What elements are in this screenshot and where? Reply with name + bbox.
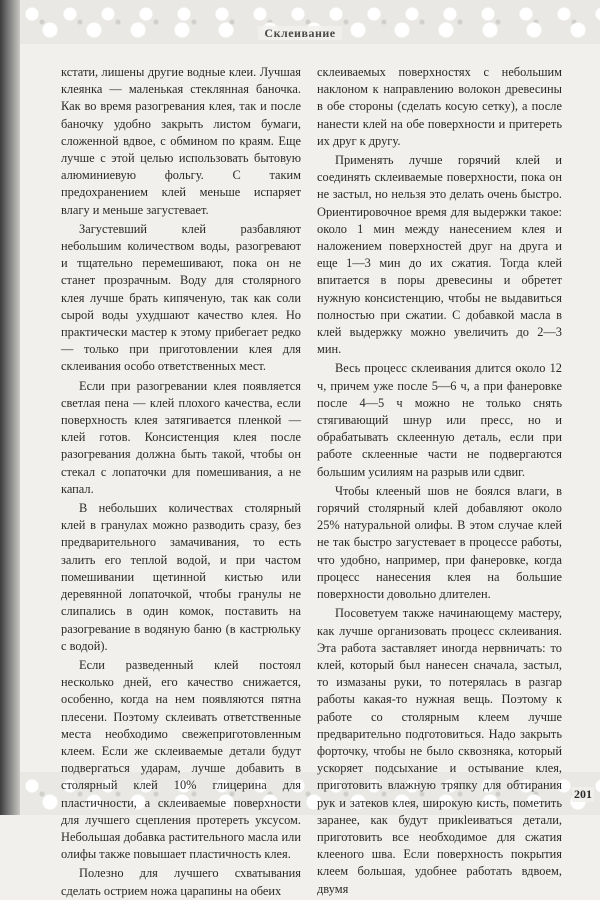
paragraph: Весь процесс склеивания длится около 12 ч, причем уже после 5—6 ч, а при фанеровке после 4—5 ч можно не только снять стягивающий шнур или пресс, но и обрабатывать склеенную деталь, если при работе склеенные части не подвергаются большим усилиям на разрыв или сдвиг. bbox=[317, 361, 562, 479]
text-column-left bbox=[61, 64, 301, 900]
paragraph: Полезно для лучшего схватывания сделать острием ножа царапины на обеих bbox=[61, 866, 301, 898]
text-column-right bbox=[317, 64, 562, 898]
paragraph: Загустевший клей разбавляют небольшим количеством воды, разогревают и тщательно перемешивают, пока он не станет прозрачным. Воду для столярного клея лучше брать кипяченую, так как соли сырой воды ухудшают качество клея. Но практически мастер к этому прибегает редко — только при приготовлении клея для склеивания особо ответственных мест. bbox=[61, 221, 301, 374]
paragraph: В небольших количествах столярный клей в гранулах можно разводить сразу, без предварительного замачивания, то есть залить его теплой водой, и при частом помешивании щетинной кистью или деревянной лопаточкой, чтобы гранулы не слипались в один комок, поставить на разогревание в водяную баню (в кастрюльку с водой). bbox=[61, 501, 301, 653]
paragraph: Посоветуем также начинающему мастеру, как лучше организовать процесс склеивания. Эта работа заставляет иногда нервничать: то клей, который был нанесен сначала, застыл, то измазаны руки, то потерялась в разгар работы какая-то нужная вещь. Поэтому к работе со столярным клеем лучше предварительно подготовиться. Надо закрыть форточку, чтобы не было сквозняка, который ускоряет подсыхание и остывание клея, приготовить влажную тряпку для обтирания рук и затеков клея, широкую кисть, пометить заранее, как будут прикleиваться детали, приготовить все необходимое для сжатия клееного шва. Если поверхность покрытия клеем большая, удобнее работать вдвоем, двумя bbox=[317, 606, 562, 896]
running-head bbox=[0, 26, 600, 41]
paragraph: Если при разогревании клея появляется светлая пена — клей плохого качества, если поверхность клея затягивается пленкой — клей готов. Консистенция клея после разогревания должна быть такой, чтобы он стекал с лопаточки для помешивания, а не капал. bbox=[61, 378, 301, 496]
page-number: 201 bbox=[574, 787, 592, 801]
paragraph: Применять лучше горячий клей и соединять склеиваемые поверхности, пока он не застыл, но нельзя это делать очень быстро. Ориентировочное время для выдержки такое: около 1 мин между нанесением клея и наложением поверхностей друг на друга и еще 1—3 мин до их сжатия. Тогда клей впитается в поры древесины и обретет нужную консистенцию, чтобы не выдавиться полностью при сжатии. С добавкой масла в клей выдержку можно увеличить до 2—3 мин. bbox=[317, 153, 562, 357]
paragraph: склеиваемых поверхностях с небольшим наклоном к направлению волокон древесины в обе стороны (сделать косую сетку), а после нанести клей на обе поверхности и притереть их друг к другу. bbox=[317, 65, 562, 148]
book-binding-shadow bbox=[0, 0, 20, 815]
paragraph: Чтобы клееный шов не боялся влаги, в горячий столярный клей добавляют около 25% натуральной олифы. В этом случае клей не так быстро загустевает в процессе работы, что удобно, например, при фанеровке, когда процесс нанесения клея на большие поверхности довольно длителен. bbox=[317, 483, 562, 602]
paragraph: Если разведенный клей постоял несколько дней, его качество снижается, особенно, когда на нем появляются пятна плесени. Поэтому склеивать ответственные места необходимо свежеприготовленным клеем. Если же склеиваемые детали будут подвергаться ударам, лучше добавить в столярный клей 10% глицерина для пластичности, а склеиваемые поверхности для лучшего сцепления протереть уксусом. Небольшая добавка растительного масла или олифы также повышает пластичность клея. bbox=[61, 657, 301, 862]
paragraph: кстати, лишены другие водные клеи. Лучшая клеянка — маленькая стеклянная баночка. Как во время разогревания клея, так и после баночку удобно закрыть листом бумаги, сложенной вдвое, с обмином по краям. Еще лучше с этой целью использовать бытовую алюминиевую фольгу. С таким предохранением клей меньше испаряет влагу и меньше загустевает. bbox=[61, 65, 301, 217]
running-head-title: Склеивание bbox=[258, 26, 341, 40]
